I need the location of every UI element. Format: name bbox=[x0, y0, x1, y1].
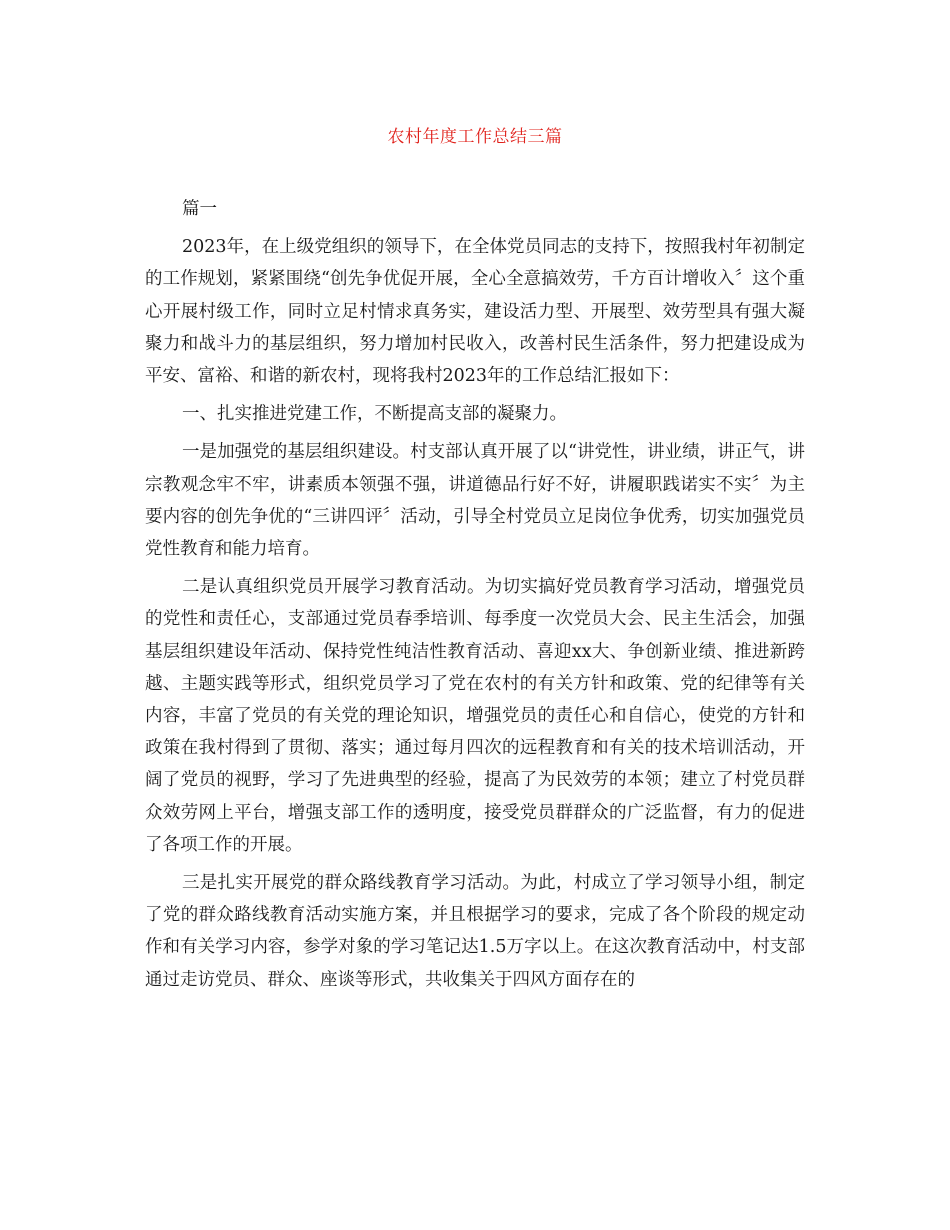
document-title: 农村年度工作总结三篇 bbox=[387, 127, 563, 147]
section-label: 篇一 bbox=[182, 199, 217, 219]
document-body bbox=[145, 193, 805, 996]
paragraph-item-3: 三是扎实开展党的群众路线教育学习活动。为此，村成立了学习领导小组，制定了党的群众路线教育活动实施方案，并且根据学习的要求，完成了各个阶段的规定动作和有关学习内容，参学对象的学习笔记达1.5万字以上。在这次教育活动中，村支部通过走访党员、群众、座谈等形式，共收集关于四风方面存在的 bbox=[145, 873, 805, 990]
paragraph-item-1: 一是加强党的基层组织建设。村支部认真开展了以“讲党性，讲业绩，讲正气，讲宗教观念牢不牢，讲素质本领强不强，讲道德品行好不好，讲履职践诺实不实〞为主要内容的创先争优的“三讲四评〞活动，引导全村党员立足岗位争优秀，切实加强党员党性教育和能力培育。 bbox=[145, 442, 805, 560]
paragraph-intro: 2023年，在上级党组织的领导下，在全体党员同志的支持下，按照我村年初制定的工作规划，紧紧围绕“创先争优促开展，全心全意搞效劳，千方百计增收入〞这个重心开展村级工作，同时立足村情求真务实，建设活力型、开展型、效劳型具有强大凝聚力和战斗力的基层组织，努力增加村民收入，改善村民生活条件，努力把建设成为平安、富裕、和谐的新农村，现将我村2023年的工作总结汇报如下： bbox=[145, 237, 805, 387]
paragraph-item-2: 二是认真组织党员开展学习教育活动。为切实搞好党员教育学习活动，增强党员的党性和责任心，支部通过党员春季培训、每季度一次党员大会、民主生活会，加强基层组织建设年活动、保持党性纯洁性教育活动、喜迎xx大、争创新业绩、推进新跨越、主题实践等形式，组织党员学习了党在农村的有关方针和政策、党的纪律等有关内容，丰富了党员的有关党的理论知识，增强党员的责任心和自信心，使党的方针和政策在我村得到了贯彻、落实；通过每月四次的远程教育和有关的技术培训活动，开阔了党员的视野，学习了先进典型的经验，提高了为民效劳的本领；建立了村党员群众效劳网上平台，增强支部工作的透明度，接受党员群群众的广泛监督，有力的促进了各项工作的开展。 bbox=[145, 577, 805, 855]
paragraph-heading-1: 一、扎实推进党建工作，不断提高支部的凝聚力。 bbox=[182, 404, 567, 425]
